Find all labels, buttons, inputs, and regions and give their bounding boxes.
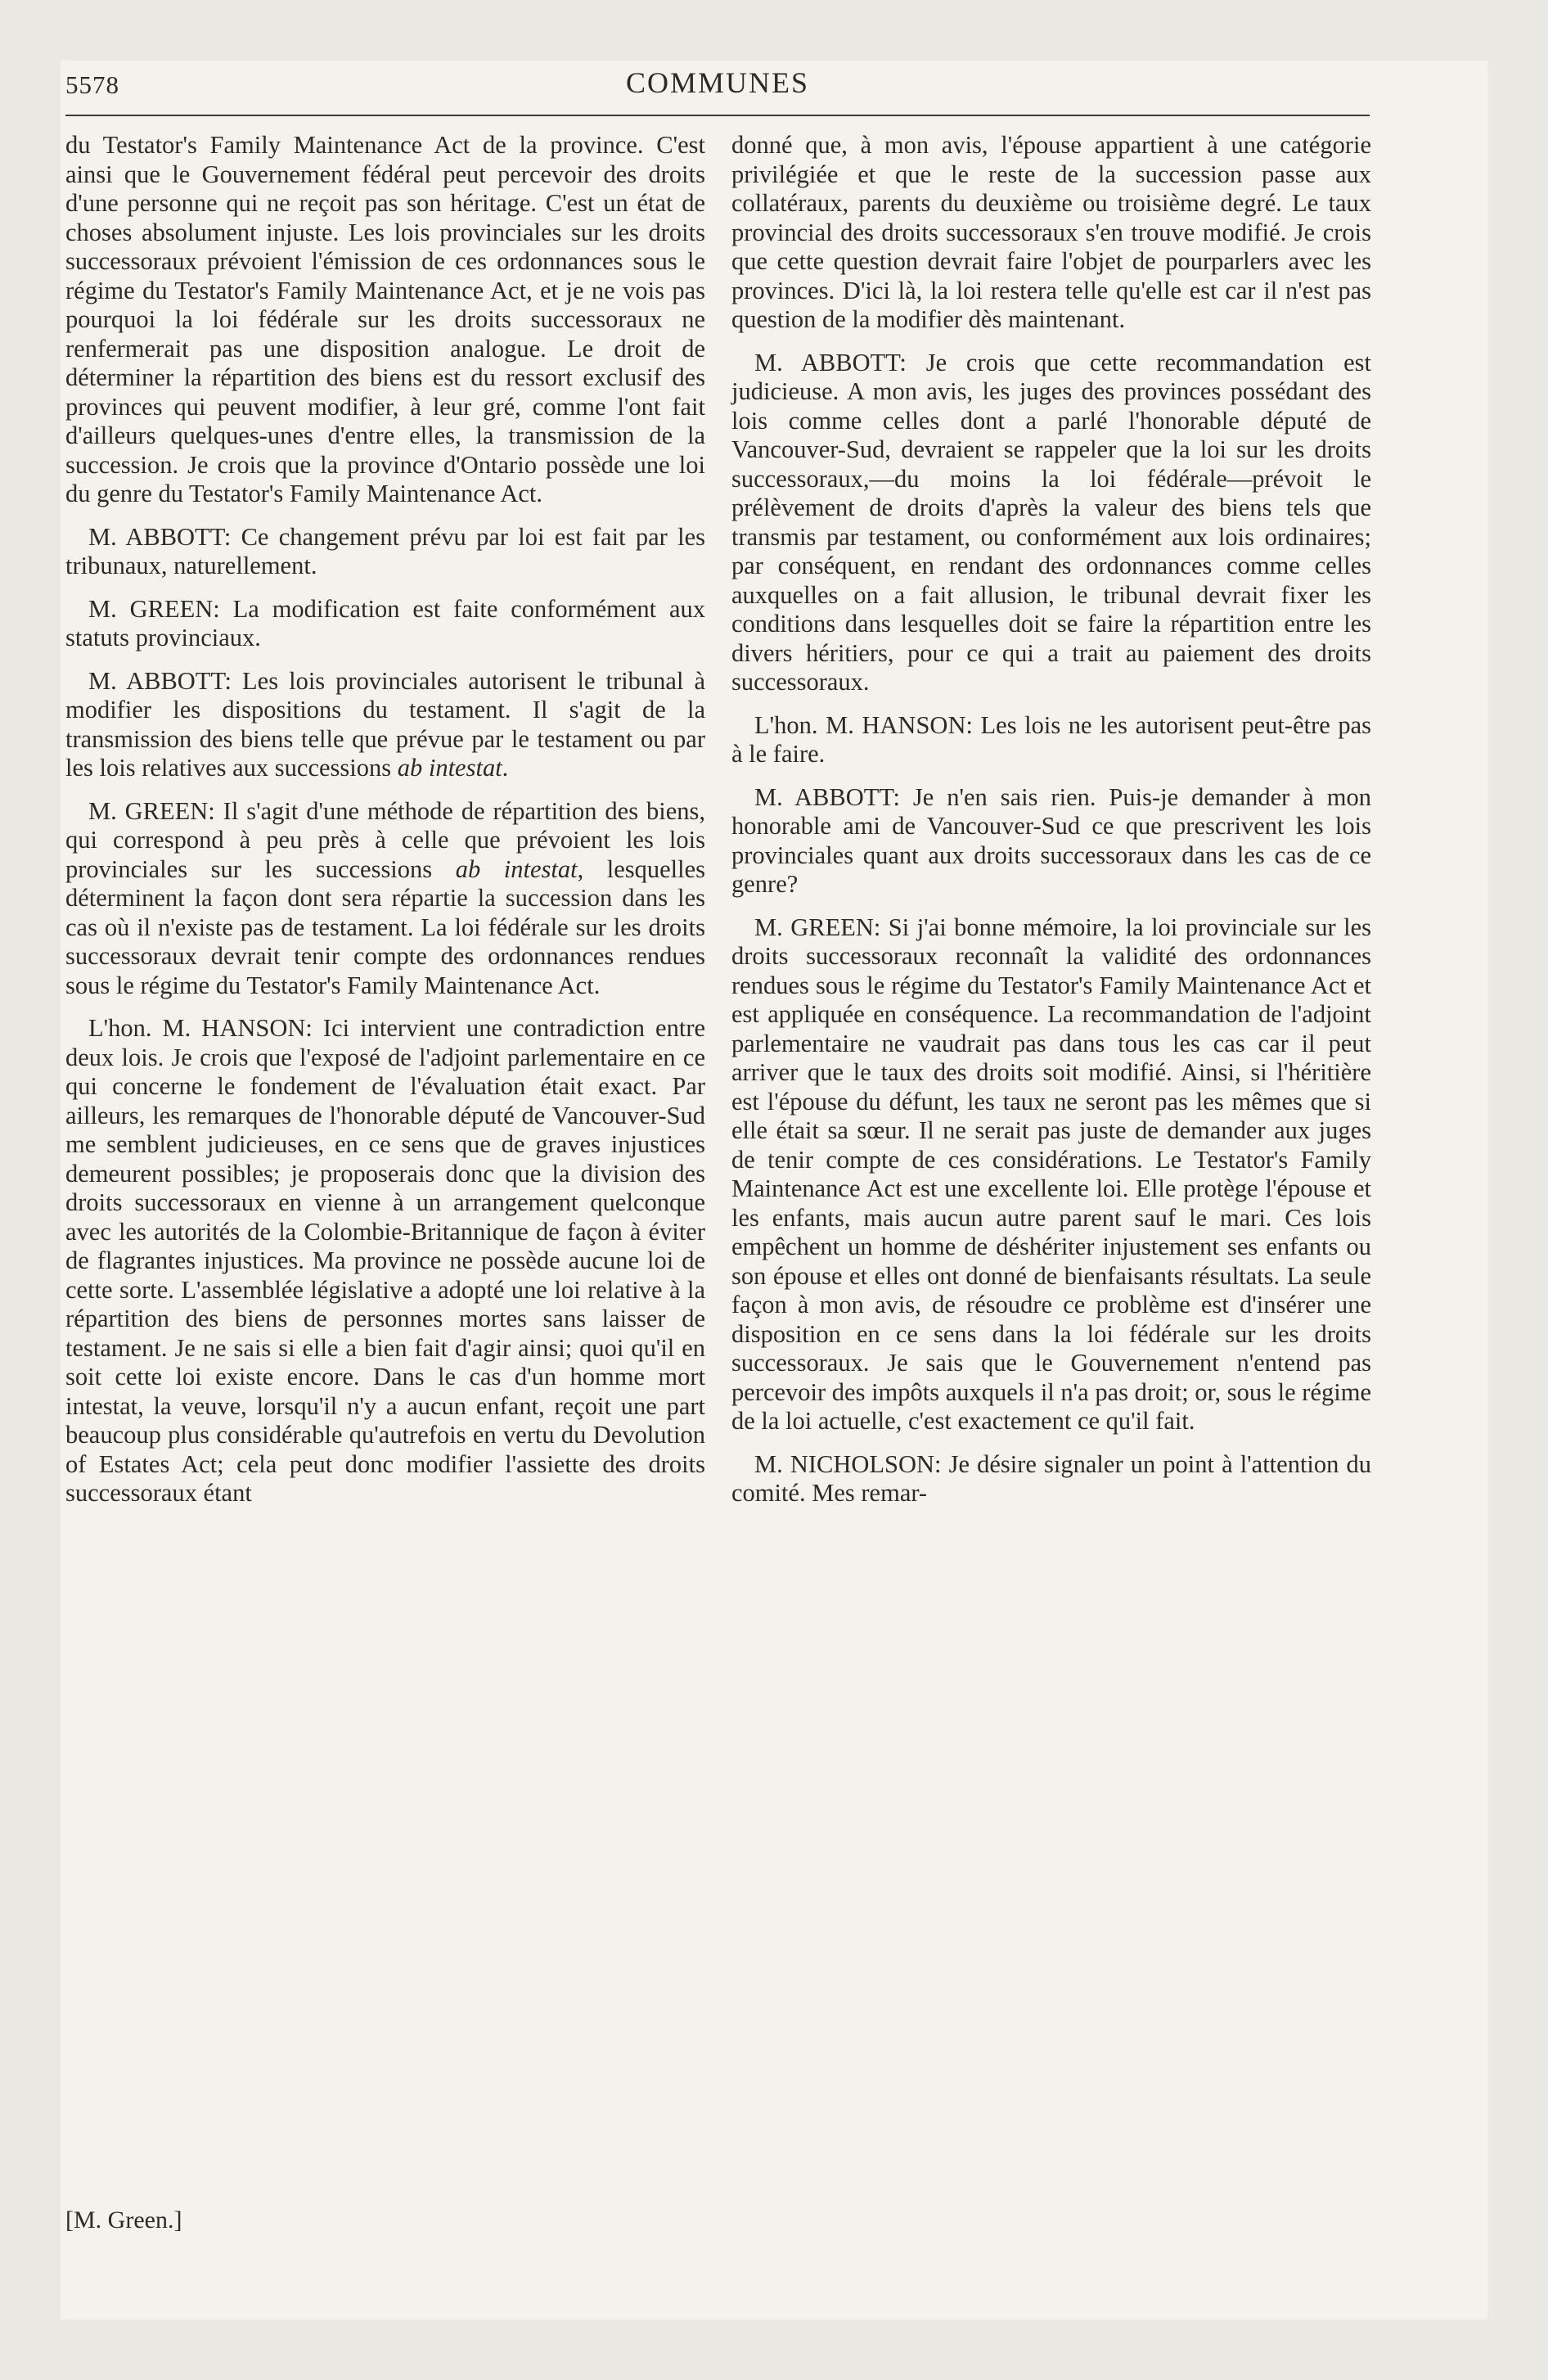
paragraph: M. ABBOTT: Ce changement prévu par loi est fait par les tribunaux, naturellement. [65,522,705,579]
speaker-name: L'hon. M. HANSON: [754,710,973,739]
speaker-name: M. NICHOLSON: [754,1449,942,1478]
right-column [731,131,1371,1522]
paragraph: M. ABBOTT: Je crois que cette recommandation est judicieuse. A mon avis, les juges des provinces possédant des lois comme celles dont a parlé l'honorable député de Vancouver-Sud, devraient se rappeler que la loi sur les droits successoraux,—du moins la loi fédérale—prévoit le prélèvement de droits d'après la valeur des biens tels que transmis par testament, ou conformément aux lois ordinaires; par conséquent, en rendant des ordonnances comme celles auxquelles on a fait allusion, le tribunal devrait fixer les conditions dans lesquelles doit se faire la répartition entre les divers héritiers, pour ce qui a trait au paiement des droits successoraux. [731,348,1371,696]
paragraph: M. GREEN: Il s'agit d'une méthode de répartition des biens, qui correspond à peu près à celle que prévoient les lois provinciales sur les successions ab intestat, lesquelles déterminent la façon dont sera répartie la succession dans les cas où il n'existe pas de testament. La loi fédérale sur les droits successoraux devrait tenir compte des ordonnances rendues sous le régime du Testator's Family Maintenance Act. [65,796,706,999]
speaker-name: M. GREEN: [754,913,881,941]
speaker-name: M. GREEN: [88,796,215,825]
paragraph: M. ABBOTT: Les lois provinciales autorisent le tribunal à modifier les dispositions du testament. Il s'agit de la transmission des biens telle que prévue par le testament ou par les lois relatives aux successions ab intestat. [65,666,705,782]
speaker-name: M. ABBOTT: [88,666,232,695]
paragraph: L'hon. M. HANSON: Ici intervient une contradiction entre deux lois. Je crois que l'exposé de l'adjoint parlementaire en ce qui concerne le fondement de l'évaluation était exact. Par ailleurs, les remarques de l'honorable député de Vancouver-Sud me semblent judicieuses, en ce sens que de graves injustices demeurent possibles; je proposerais donc que la division des droits successoraux en vienne à un arrangement quelconque avec les autorités de la Colombie-Britannique de façon à éviter de flagrantes injustices. Ma province ne possède aucune loi de cette sorte. L'assemblée législative a adopté une loi relative à la répartition des biens de personnes mortes sans laisser de testament. Je ne sais si elle a bien fait d'agir ainsi; quoi qu'il en soit cette loi existe encore. Dans le cas d'un homme mort intestat, la veuve, lorsqu'il n'y a aucun enfant, reçoit une part beaucoup plus considérable qu'autrefois en vertu du Devolution of Estates Act; cela peut donc modifier l'assiette des droits successoraux étant [65,1014,706,1507]
speaker-name: M. ABBOTT: [88,522,232,551]
page-number: 5578 [65,70,119,99]
speaker-name: M. ABBOTT: [754,348,907,376]
paragraph: M. GREEN: La modification est faite conformément aux statuts provinciaux. [65,594,706,651]
speaker-name: M. GREEN: [88,594,220,623]
paragraph: L'hon. M. HANSON: Les lois ne les autorisent peut-être pas à le faire. [731,710,1372,768]
page-header [65,65,1370,116]
speaker-name: L'hon. M. HANSON: [88,1014,313,1042]
header-rule [65,115,1370,116]
speaker-footer-note: [M. Green.] [65,2206,182,2234]
running-title: COMMUNES [625,66,810,99]
paragraph: M. GREEN: Si j'ai bonne mémoire, la loi provinciale sur les droits successoraux reconnaît la validité des ordonnances rendues sous le régime du Testator's Family Maintenance Act et est appliquée en conséquence. La recommandation de l'adjoint parlementaire ne vaudrait pas dans tous les cas car il peut arriver que le taux des droits soit modifié. Ainsi, si l'héritière est l'épouse du défunt, les taux ne seront pas les mêmes que si elle était sa sœur. Il ne serait pas juste de demander aux juges de tenir compte de ces considérations. Le Testator's Family Maintenance Act est une excellente loi. Elle protège l'épouse et les enfants, mais aucun autre parent sauf le mari. Ces lois empêchent un homme de déshériter injustement ses enfants ou son épouse et elles ont donné de bienfaisants résultats. La seule façon à mon avis, de résoudre ce problème est d'insérer une disposition en ce sens dans la loi fédérale sur les droits successoraux. Je sais que le Gouvernement n'entend pas percevoir des impôts auxquels il n'a pas droit; or, sous le régime de la loi actuelle, c'est exactement ce qu'il fait. [731,913,1372,1435]
paragraph: M. ABBOTT: Je n'en sais rien. Puis-je demander à mon honorable ami de Vancouver-Sud ce que prescrivent les lois provinciales quant aux droits successoraux dans les cas de ce genre? [731,782,1371,898]
speaker-name: M. ABBOTT: [754,782,900,811]
paragraph: donné que, à mon avis, l'épouse appartient à une catégorie privilégiée et que le reste de la succession passe aux collatéraux, parents du deuxième ou troisième degré. Le taux provincial des droits successoraux s'en trouve modifié. Je crois que cette question devrait faire l'objet de pourparlers avec les provinces. D'ici là, la loi restera telle qu'elle est car il n'est pas question de la modifier dès maintenant. [731,131,1371,333]
left-column [65,131,705,1522]
paragraph: M. NICHOLSON: Je désire signaler un point à l'attention du comité. Mes remar- [731,1449,1371,1507]
paragraph: du Testator's Family Maintenance Act de la province. C'est ainsi que le Gouvernement fédéral peut percevoir des droits d'une personne qui ne reçoit pas son héritage. C'est un état de choses absolument injuste. Les lois provinciales sur les droits successoraux prévoient l'émission de ces ordonnances sous le régime du Testator's Family Maintenance Act, et je ne vois pas pourquoi la loi fédérale sur les droits successoraux ne renfermerait pas une disposition analogue. Le droit de déterminer la répartition des biens est du ressort exclusif des provinces qui peuvent modifier, à leur gré, comme l'ont fait d'ailleurs quelques-unes d'entre elles, la transmission de la succession. Je crois que la province d'Ontario possède une loi du genre du Testator's Family Maintenance Act. [65,131,705,507]
